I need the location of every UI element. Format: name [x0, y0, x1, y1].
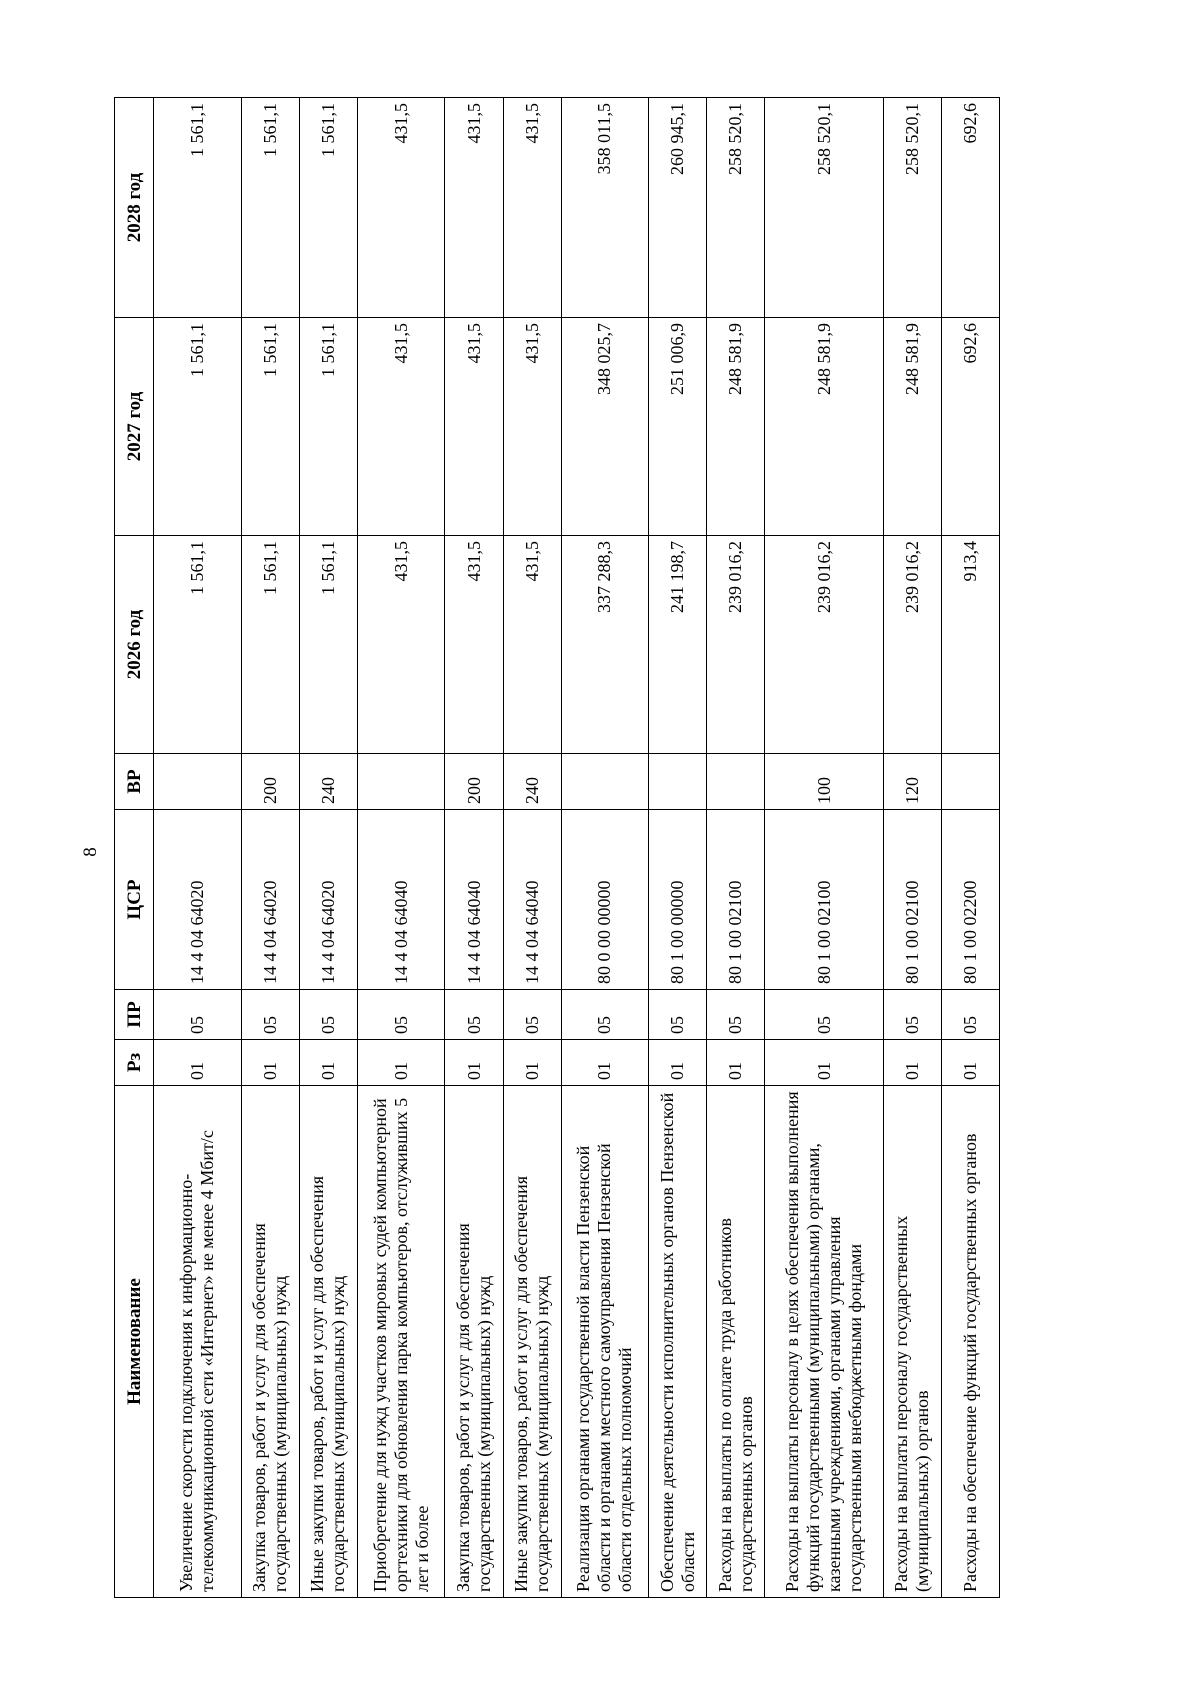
header-vr: ВР [115, 754, 154, 810]
cell-rz: 01 [883, 1040, 941, 1086]
cell-name: Расходы на выплаты персоналу в целях обеспечения выполнения функций государственными (муниципальными) органами, казенными учреждениями, органами управления государственными внебюджетными фондами [765, 1086, 883, 1598]
cell-2026: 241 198,7 [649, 536, 707, 754]
table-header-row [115, 98, 154, 1598]
cell-rz: 01 [941, 1040, 999, 1086]
cell-2027: 248 581,9 [707, 318, 765, 536]
header-2028: 2028 год [115, 98, 154, 318]
cell-vr: 200 [445, 754, 503, 810]
cell-2026: 431,5 [357, 536, 445, 754]
cell-csr: 14 4 04 64040 [445, 810, 503, 990]
cell-2027: 431,5 [445, 318, 503, 536]
table-row [445, 98, 503, 1598]
cell-2028: 1 561,1 [241, 98, 299, 318]
cell-2027: 1 561,1 [241, 318, 299, 536]
cell-name: Реализация органами государственной власти Пензенской области и органами местного самоуправления Пензенской области отдельных полномочий [561, 1086, 649, 1598]
cell-pr: 05 [299, 990, 357, 1040]
header-2026: 2026 год [115, 536, 154, 754]
table-row [299, 98, 357, 1598]
cell-pr: 05 [883, 990, 941, 1040]
cell-vr: 240 [299, 754, 357, 810]
cell-name: Приобретение для нужд участков мировых судей компьютерной оргтехники для обновления парка компьютеров, отслуживших 5 лет и более [357, 1086, 445, 1598]
cell-csr: 14 4 04 64040 [503, 810, 561, 990]
cell-2026: 1 561,1 [299, 536, 357, 754]
table-row [649, 98, 707, 1598]
cell-name: Расходы на выплаты по оплате труда работников государственных органов [707, 1086, 765, 1598]
cell-2026: 913,4 [941, 536, 999, 754]
table-row [941, 98, 999, 1598]
cell-vr [154, 754, 242, 810]
table-row [883, 98, 941, 1598]
cell-vr: 240 [503, 754, 561, 810]
cell-csr: 80 1 00 02200 [941, 810, 999, 990]
table-row [707, 98, 765, 1598]
cell-2028: 258 520,1 [707, 98, 765, 318]
cell-vr: 100 [765, 754, 883, 810]
cell-vr: 120 [883, 754, 941, 810]
cell-csr: 14 4 04 64020 [299, 810, 357, 990]
cell-name: Закупка товаров, работ и услуг для обеспечения государственных (муниципальных) нужд [241, 1086, 299, 1598]
cell-pr: 05 [154, 990, 242, 1040]
cell-pr: 05 [503, 990, 561, 1040]
cell-2027: 1 561,1 [299, 318, 357, 536]
cell-2027: 692,6 [941, 318, 999, 536]
cell-name: Расходы на выплаты персоналу государственных (муниципальных) органов [883, 1086, 941, 1598]
cell-2028: 431,5 [357, 98, 445, 318]
cell-pr: 05 [765, 990, 883, 1040]
cell-2028: 1 561,1 [154, 98, 242, 318]
cell-csr: 80 0 00 00000 [561, 810, 649, 990]
cell-name: Закупка товаров, работ и услуг для обеспечения государственных (муниципальных) нужд [445, 1086, 503, 1598]
cell-2027: 431,5 [503, 318, 561, 536]
cell-pr: 05 [445, 990, 503, 1040]
table-row [154, 98, 242, 1598]
cell-2028: 258 520,1 [765, 98, 883, 318]
table-row [765, 98, 883, 1598]
cell-2027: 248 581,9 [765, 318, 883, 536]
cell-name: Увеличение скорости подключения к информационно-телекоммуникационной сети «Интернет» не менее 4 Мбит/с [154, 1086, 242, 1598]
cell-2028: 260 945,1 [649, 98, 707, 318]
table-row [561, 98, 649, 1598]
cell-rz: 01 [707, 1040, 765, 1086]
cell-rz: 01 [154, 1040, 242, 1086]
cell-vr: 200 [241, 754, 299, 810]
cell-vr [941, 754, 999, 810]
cell-2027: 251 006,9 [649, 318, 707, 536]
cell-csr: 80 1 00 00000 [649, 810, 707, 990]
cell-rz: 01 [649, 1040, 707, 1086]
cell-rz: 01 [503, 1040, 561, 1086]
cell-csr: 80 1 00 02100 [765, 810, 883, 990]
cell-2028: 1 561,1 [299, 98, 357, 318]
cell-csr: 14 4 04 64020 [154, 810, 242, 990]
cell-2026: 239 016,2 [883, 536, 941, 754]
budget-table [114, 97, 1000, 1598]
cell-2028: 692,6 [941, 98, 999, 318]
cell-2026: 239 016,2 [707, 536, 765, 754]
table-row [241, 98, 299, 1598]
rotated-table-container [114, 98, 1000, 1598]
cell-pr: 05 [241, 990, 299, 1040]
header-rz: Рз [115, 1040, 154, 1086]
cell-pr: 05 [649, 990, 707, 1040]
cell-2026: 431,5 [503, 536, 561, 754]
cell-csr: 80 1 00 02100 [707, 810, 765, 990]
cell-2026: 1 561,1 [241, 536, 299, 754]
cell-pr: 05 [561, 990, 649, 1040]
cell-rz: 01 [357, 1040, 445, 1086]
cell-name: Иные закупки товаров, работ и услуг для обеспечения государственных (муниципальных) нужд [299, 1086, 357, 1598]
cell-name: Расходы на обеспечение функций государственных органов [941, 1086, 999, 1598]
cell-csr: 14 4 04 64040 [357, 810, 445, 990]
cell-rz: 01 [765, 1040, 883, 1086]
cell-name: Иные закупки товаров, работ и услуг для обеспечения государственных (муниципальных) нужд [503, 1086, 561, 1598]
cell-2027: 1 561,1 [154, 318, 242, 536]
cell-2028: 431,5 [445, 98, 503, 318]
cell-vr [357, 754, 445, 810]
cell-2028: 431,5 [503, 98, 561, 318]
cell-pr: 05 [357, 990, 445, 1040]
header-2027: 2027 год [115, 318, 154, 536]
cell-pr: 05 [941, 990, 999, 1040]
cell-csr: 80 1 00 02100 [883, 810, 941, 990]
page-number: 8 [80, 847, 101, 857]
cell-2026: 337 288,3 [561, 536, 649, 754]
table-row [357, 98, 445, 1598]
header-csr: ЦСР [115, 810, 154, 990]
cell-2026: 1 561,1 [154, 536, 242, 754]
cell-rz: 01 [299, 1040, 357, 1086]
table-row [503, 98, 561, 1598]
cell-pr: 05 [707, 990, 765, 1040]
header-pr: ПР [115, 990, 154, 1040]
cell-rz: 01 [561, 1040, 649, 1086]
header-name: Наименование [115, 1086, 154, 1598]
cell-csr: 14 4 04 64020 [241, 810, 299, 990]
cell-2028: 258 520,1 [883, 98, 941, 318]
cell-vr [649, 754, 707, 810]
cell-vr [561, 754, 649, 810]
cell-name: Обеспечение деятельности исполнительных органов Пензенской области [649, 1086, 707, 1598]
cell-2027: 431,5 [357, 318, 445, 536]
cell-2028: 358 011,5 [561, 98, 649, 318]
cell-rz: 01 [241, 1040, 299, 1086]
cell-vr [707, 754, 765, 810]
cell-rz: 01 [445, 1040, 503, 1086]
cell-2027: 348 025,7 [561, 318, 649, 536]
cell-2026: 431,5 [445, 536, 503, 754]
cell-2026: 239 016,2 [765, 536, 883, 754]
cell-2027: 248 581,9 [883, 318, 941, 536]
